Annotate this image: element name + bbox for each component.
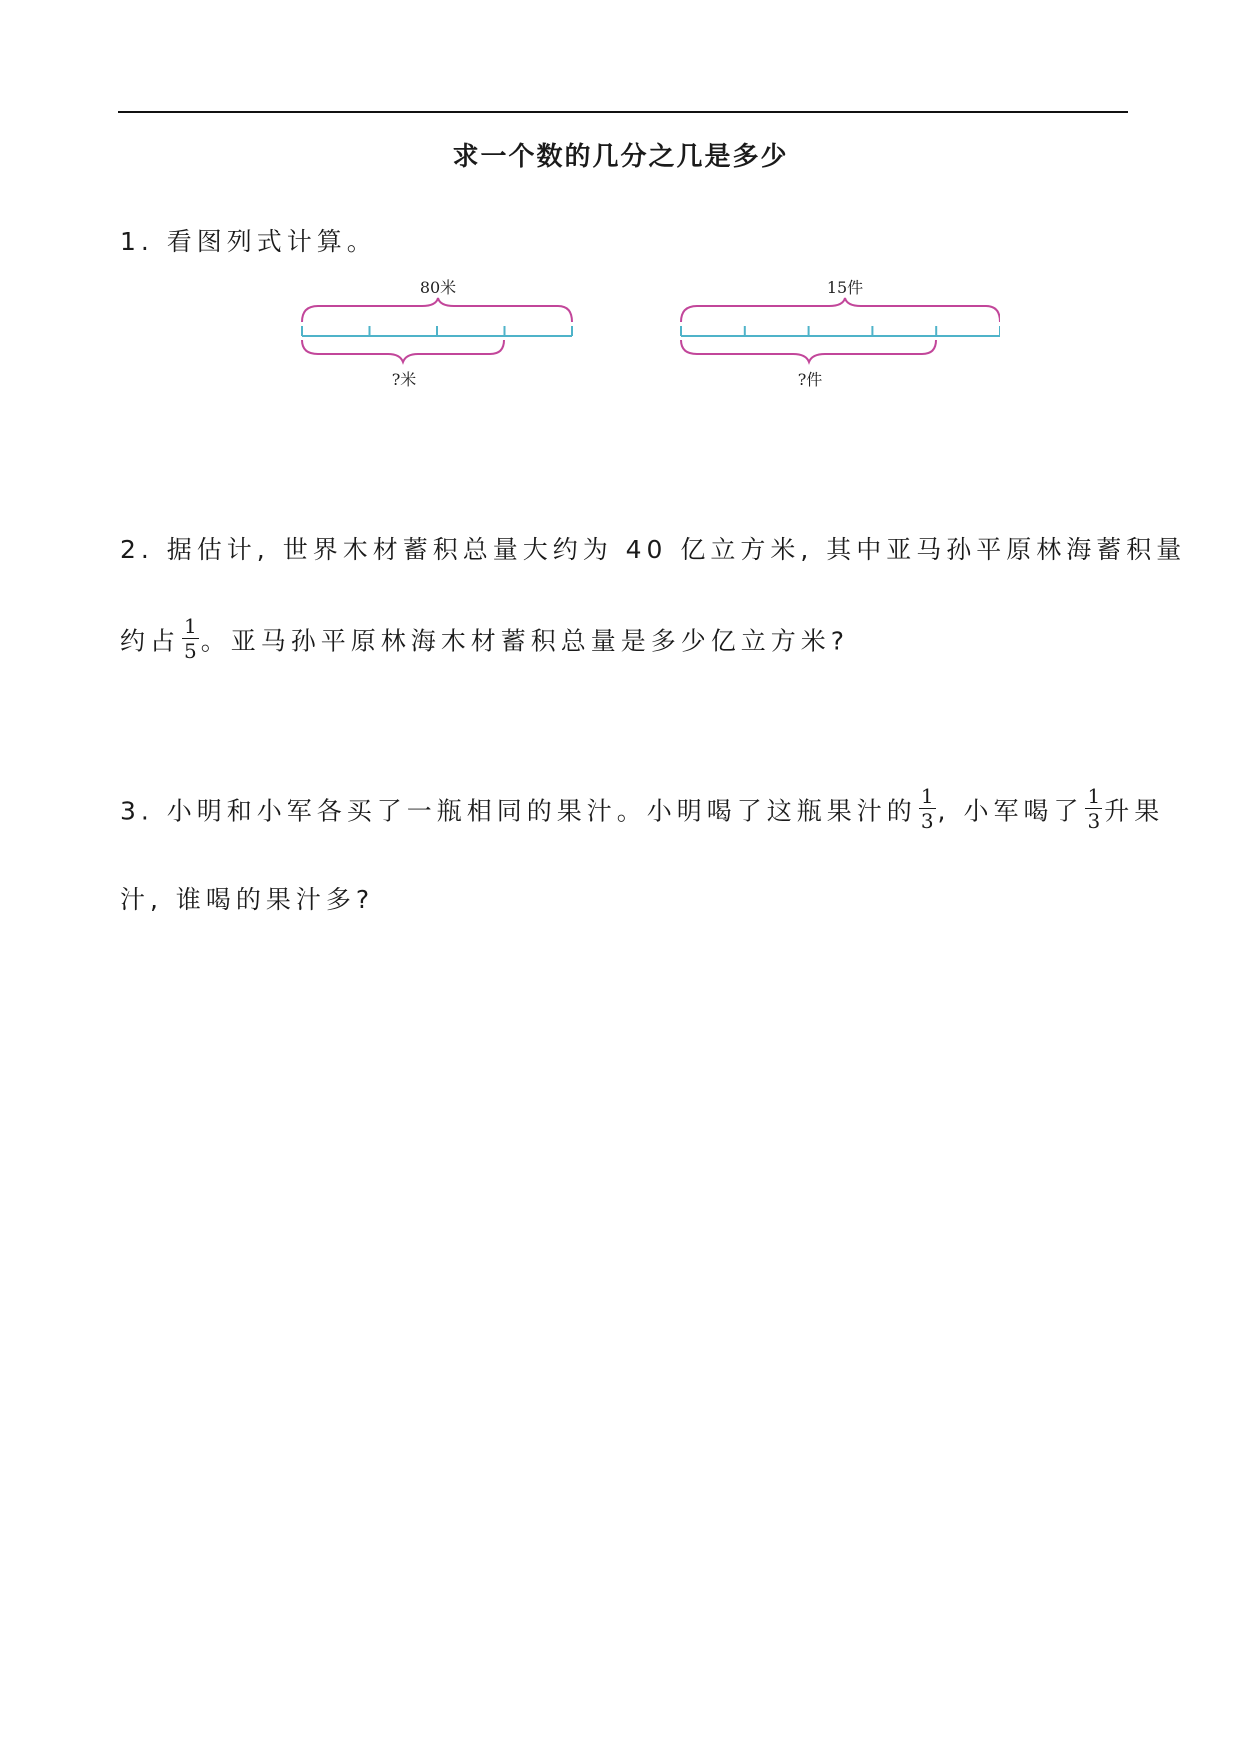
line-segment-diagrams — [300, 270, 1000, 400]
fraction-denominator: 3 — [1087, 809, 1101, 833]
diagram-2-bottom-brace — [681, 340, 936, 362]
diagram-1 — [302, 278, 572, 389]
question-3-line-1 — [120, 784, 1165, 835]
question-3-text-mid: , 小军喝了 — [937, 796, 1084, 826]
diagram-1-bottom-brace — [302, 340, 504, 362]
fraction-numerator: 1 — [184, 614, 197, 638]
question-2-line-1: 2. 据估计, 世界木材蓄积总量大约为 40 亿立方米, 其中亚马孙平原林海蓄积量 — [120, 535, 1187, 564]
page-title: 求一个数的几分之几是多少 — [452, 142, 789, 172]
diagram-2-top-brace — [681, 298, 1000, 322]
diagram-1-total-label: 80米 — [419, 278, 457, 297]
question-3-text-before: 3. 小明和小军各买了一瓶相同的果汁。小明喝了这瓶果汁的 — [120, 796, 917, 826]
diagram-1-part-label: ?米 — [391, 370, 417, 389]
header-rule — [118, 111, 1128, 113]
fraction-numerator: 1 — [1087, 784, 1101, 808]
fraction-one-fifth — [182, 616, 199, 661]
question-1-text: 1. 看图列式计算。 — [120, 227, 377, 256]
fraction-one-third — [919, 786, 936, 831]
fraction-numerator: 1 — [920, 784, 934, 808]
diagram-1-top-brace — [302, 298, 572, 322]
diagram-2-part-label: ?件 — [797, 370, 823, 389]
diagram-2 — [681, 278, 1000, 389]
question-3-line-2: 汁, 谁喝的果汁多? — [120, 885, 375, 914]
question-2-text-after: 。亚马孙平原林海木材蓄积总量是多少亿立方米? — [200, 626, 850, 656]
fraction-denominator: 5 — [184, 639, 197, 663]
fraction-one-third-litre — [1085, 786, 1102, 831]
question-2-line-2 — [120, 614, 850, 665]
diagram-2-total-label: 15件 — [826, 278, 864, 297]
question-3-text-after: 升果 — [1104, 796, 1165, 826]
fraction-denominator: 3 — [920, 809, 934, 833]
question-2-text-before: 约占 — [120, 626, 181, 656]
